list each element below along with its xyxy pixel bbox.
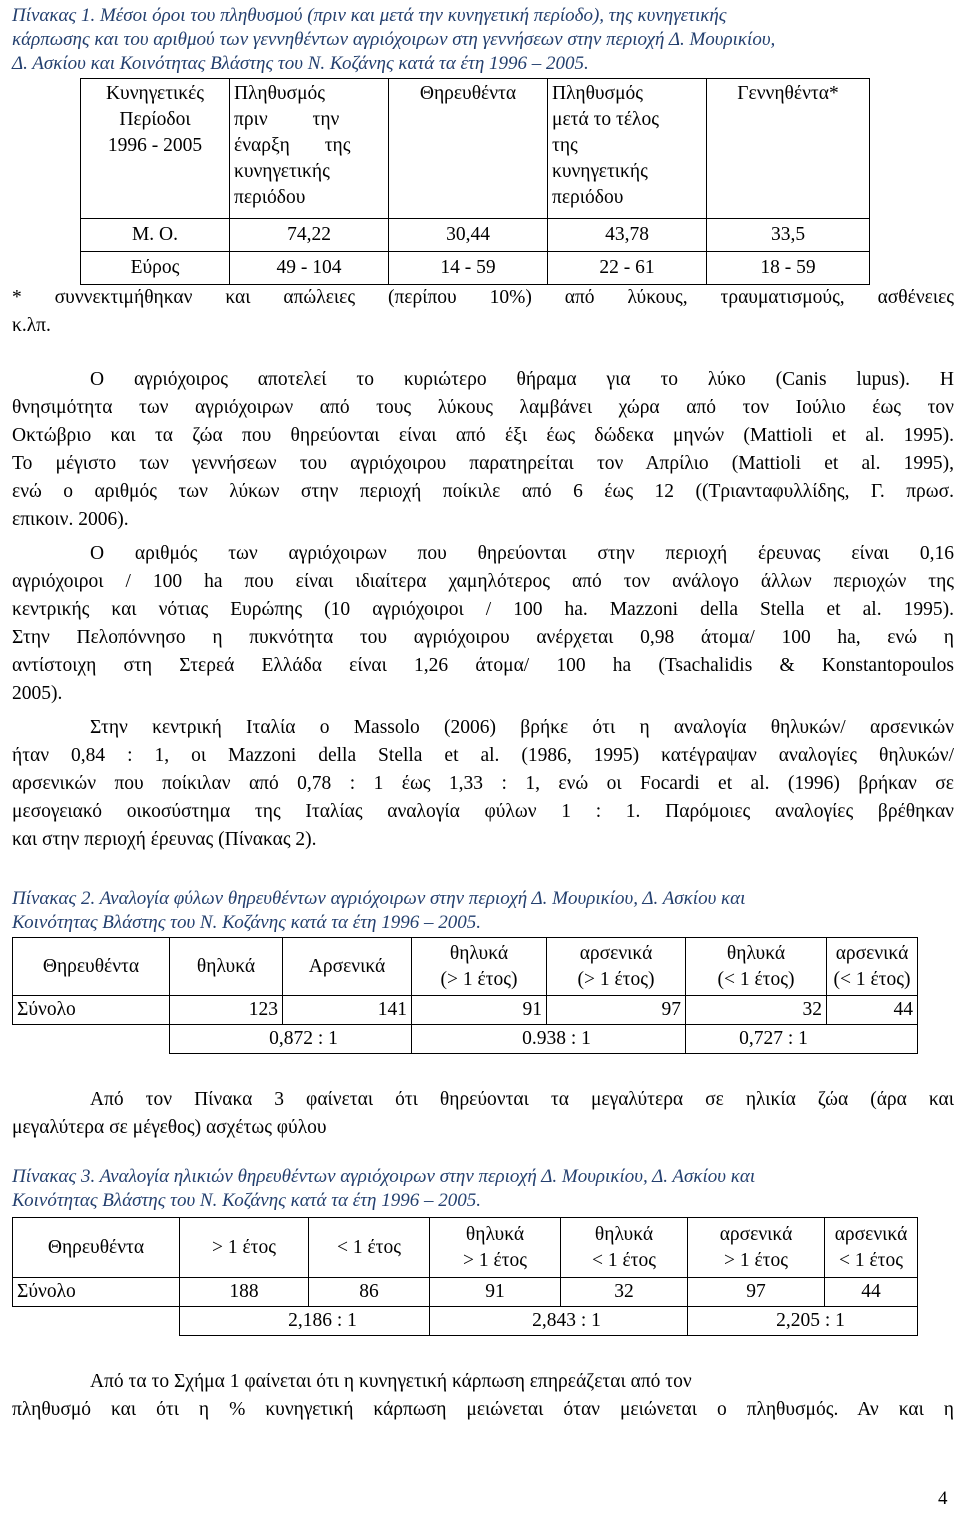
table1-caption [12, 4, 952, 76]
caption-line: Κοινότητας Βλάστης του Ν. Κοζάνης κατά τα έτη 1996 – 2005. [12, 912, 481, 933]
table1-header-cell [230, 79, 389, 219]
header-text: Κυνηγετικές [105, 83, 205, 104]
table3-header-row [13, 1218, 918, 1278]
header-text: θηλυκά [594, 1223, 654, 1245]
text-line: μεγαλύτερα σε μέγεθος) ασχέτως φύλου [12, 1117, 327, 1138]
table-header-cell: Θηρευθέντα [13, 1218, 180, 1278]
text-line: Στην κεντρική Ιταλία ο Massolo (2006) βρήκε ότι η αναλογία θηλυκών/ αρσενικών [90, 717, 954, 738]
table-header-cell [547, 938, 686, 996]
caption-line: Πίνακας 1. Μέσοι όροι του πληθυσμού (πριν και μετά την κυνηγετική περίοδο), της κυνηγετικής [12, 5, 727, 26]
table3-caption [12, 1165, 952, 1213]
table-header-cell [430, 1218, 561, 1278]
text-line: ήταν 0,84 : 1, οι Mazzoni della Stella et al. (1986, 1995) κατέγραψαν αναλογίες θηλυκών/ [12, 745, 954, 766]
header-text: (< 1 έτος) [717, 968, 795, 990]
text-line: 2005). [12, 683, 63, 704]
text-line: και στην περιοχή έρευνας (Πίνακας 2). [12, 829, 317, 850]
header-text: Πληθυσμός [234, 83, 325, 104]
ratio-cell: 2,205 : 1 [688, 1307, 918, 1336]
table-row [13, 1025, 918, 1054]
table-cell: 14 - 59 [389, 252, 548, 285]
table-cell: 32 [561, 1278, 688, 1307]
paragraph-5 [12, 1368, 954, 1424]
header-text: αρσενικά [834, 1223, 908, 1245]
table-cell: 33,5 [707, 219, 870, 252]
table-cell: 188 [180, 1278, 309, 1307]
ratio-cell: 0,727 : 1 [686, 1025, 918, 1054]
table-header-cell [686, 938, 827, 996]
table-cell: 22 - 61 [548, 252, 707, 285]
header-text: < 1 έτος [592, 1249, 656, 1271]
table-cell: 91 [430, 1278, 561, 1307]
ratio-cell: 0,872 : 1 [170, 1025, 412, 1054]
header-text: Περίοδοι [119, 109, 191, 130]
table-cell: 30,44 [389, 219, 548, 252]
header-text: Γεννηθέντα* [737, 83, 839, 104]
header-text: 1996 - 2005 [107, 135, 203, 156]
empty-cell [13, 1307, 180, 1336]
header-text: θηλυκά [449, 942, 509, 964]
caption-line: Πίνακας 3. Αναλογία ηλικιών θηρευθέντων αγριόχοιρων στην περιοχή Δ. Μουρικίου, Δ. Ασκίου και [12, 1166, 756, 1187]
table-cell: 18 - 59 [707, 252, 870, 285]
table1-header-row [81, 79, 870, 219]
table-cell: Μ. Ο. [81, 219, 230, 252]
header-text: (> 1 έτος) [440, 968, 518, 990]
table-header-cell: > 1 έτος [180, 1218, 309, 1278]
header-text: θηλυκά [465, 1223, 525, 1245]
table-header-cell [825, 1218, 918, 1278]
caption-line: Κοινότητας Βλάστης του Ν. Κοζάνης κατά τα έτη 1996 – 2005. [12, 1190, 481, 1211]
ratio-cell: 2,843 : 1 [430, 1307, 688, 1336]
table-header-cell: Αρσενικά [283, 938, 412, 996]
table1 [80, 78, 870, 285]
paragraph-4 [12, 1086, 954, 1142]
paragraph-1 [12, 366, 954, 534]
table-cell: 97 [547, 996, 686, 1025]
table-cell: 123 [170, 996, 283, 1025]
ratio-cell: 0.938 : 1 [412, 1025, 686, 1054]
caption-line: Πίνακας 2. Αναλογία φύλων θηρευθέντων αγριόχοιρων στην περιοχή Δ. Μουρικίου, Δ. Ασκίου και [12, 888, 746, 909]
table-header-cell [688, 1218, 825, 1278]
table-cell: Σύνολο [13, 1278, 180, 1307]
header-text: αρσενικά [719, 1223, 793, 1245]
footnote-line: κ.λπ. [12, 315, 51, 336]
text-line: αγριόχοιροι / 100 ha που είναι ιδιαίτερα χαμηλότερος από τον ανάλογο άλλων περιοχών της [12, 571, 954, 592]
header-text: αρσενικά [835, 942, 909, 964]
header-text: περιόδου [234, 187, 306, 208]
footnote-line: * συννεκτιμήθηκαν και απώλειες (περίπου 10%) από λύκους, τραυματισμούς, ασθένειες [12, 287, 954, 308]
header-text: Θηρευθέντα [419, 83, 517, 104]
table-cell: 44 [827, 996, 918, 1025]
table2 [12, 937, 918, 1054]
text-line: Το μέγιστο των γεννήσεων του αγριόχοιρου παρατηρείται τον Απρίλιο (Mattioli et al. 1995), [12, 453, 954, 474]
table-cell: 86 [309, 1278, 430, 1307]
table1-header-cell [707, 79, 870, 219]
table-cell: Σύνολο [13, 996, 170, 1025]
header-text: πριν την [234, 109, 340, 130]
table-header-cell [412, 938, 547, 996]
table-header-cell [827, 938, 918, 996]
text-line: θνησιμότητα των αγριόχοιρων από τους λύκους λαμβάνει χώρα από τον Ιούλιο έως τον [12, 397, 954, 418]
text-line: επικοιν. 2006). [12, 509, 129, 530]
table-row [81, 252, 870, 285]
text-line: μεσογειακό οικοσύστημα της Ιταλίας αναλογία φύλων 1 : 1. Παρόμοιες αναλογίες βρέθηκαν [12, 801, 954, 822]
table-cell: 141 [283, 996, 412, 1025]
text-line: πληθυσμό και ότι η % κυνηγετική κάρπωση μειώνεται όταν μειώνεται ο πληθυσμός. Αν και η [12, 1399, 954, 1420]
text-line: αρσενικών που ποίκιλαν από 0,78 : 1 έως 1,33 : 1, ενώ οι Focardi et al. (1996) βρήκαν σε [12, 773, 954, 794]
caption-line: κάρπωσης και του αριθμού των γεννηθέντων αγριόχοιρων στη γεννήσεων στην περιοχή Δ. Μουρικίου, [12, 29, 776, 50]
table1-header-cell [81, 79, 230, 219]
header-text: Πληθυσμός [552, 83, 643, 104]
header-text: κυνηγετικής [552, 161, 648, 182]
text-line: κεντρικής και νότιας Ευρώπης (10 αγριόχοιροι / 100 ha. Mazzoni della Stella et al. 1995). [12, 599, 954, 620]
header-text: της [552, 135, 578, 156]
table-cell: 32 [686, 996, 827, 1025]
table-cell: 44 [825, 1278, 918, 1307]
header-text: (< 1 έτος) [833, 968, 911, 990]
table1-footnote [12, 284, 954, 340]
table1-header-cell [548, 79, 707, 219]
page-number: 4 [938, 1488, 948, 1509]
table-row [13, 1278, 918, 1307]
paragraph-2 [12, 540, 954, 708]
table-row [81, 219, 870, 252]
table-cell: 43,78 [548, 219, 707, 252]
text-line: Ο αριθμός των αγριόχοιρων που θηρεύονται στην περιοχή έρευνας είναι 0,16 [90, 543, 954, 564]
header-text: κυνηγετικής [234, 161, 330, 182]
table-row [13, 1307, 918, 1336]
table2-header-row [13, 938, 918, 996]
table-row [13, 996, 918, 1025]
table-cell: 49 - 104 [230, 252, 389, 285]
ratio-cell: 2,186 : 1 [180, 1307, 430, 1336]
table3 [12, 1217, 918, 1336]
table-cell: 74,22 [230, 219, 389, 252]
empty-cell [13, 1025, 170, 1054]
paragraph-3 [12, 714, 954, 854]
table2-caption [12, 887, 952, 935]
table-cell: Εύρος [81, 252, 230, 285]
text-line: Οκτώβριο και τα ζώα που θηρεύονται είναι από έξι έως δώδεκα μηνών (Mattioli et al. 1995). [12, 425, 954, 446]
header-text: μετά το τέλος [552, 109, 659, 130]
header-text: > 1 έτος [724, 1249, 788, 1271]
header-text: περιόδου [552, 187, 624, 208]
text-line: Από τα το Σχήμα 1 φαίνεται ότι η κυνηγετική κάρπωση επηρεάζεται από τον [90, 1371, 692, 1392]
text-line: ενώ ο αριθμός των λύκων στην περιοχή ποίκιλε από 6 έως 12 ((Τριανταφυλλίδης, Γ. πρωσ. [12, 481, 954, 502]
header-text: θηλυκά [726, 942, 786, 964]
table-header-cell: < 1 έτος [309, 1218, 430, 1278]
table-cell: 97 [688, 1278, 825, 1307]
table-cell: 91 [412, 996, 547, 1025]
caption-line: Δ. Ασκίου και Κοινότητας Βλάστης του Ν. Κοζάνης κατά τα έτη 1996 – 2005. [12, 53, 589, 74]
header-text: > 1 έτος [463, 1249, 527, 1271]
text-line: Από τον Πίνακα 3 φαίνεται ότι θηρεύονται τα μεγαλύτερα σε ηλικία ζώα (άρα και [90, 1089, 954, 1110]
table-header-cell: θηλυκά [170, 938, 283, 996]
table1-header-cell [389, 79, 548, 219]
header-text: < 1 έτος [839, 1249, 903, 1271]
header-text: (> 1 έτος) [577, 968, 655, 990]
table-header-cell: Θηρευθέντα [13, 938, 170, 996]
header-text: αρσενικά [579, 942, 653, 964]
table-header-cell [561, 1218, 688, 1278]
text-line: αντίστοιχη στη Στερεά Ελλάδα είναι 1,26 άτομα/ 100 ha (Tsachalidis & Konstantopoulos [12, 655, 954, 676]
header-text: έναρξη της [234, 135, 351, 156]
text-line: Ο αγριόχοιρος αποτελεί το κυριώτερο θήραμα για το λύκο (Canis lupus). Η [90, 369, 954, 390]
text-line: Στην Πελοπόννησο η πυκνότητα του αγριόχοιρου ανέρχεται 0,98 άτομα/ 100 ha, ενώ η [12, 627, 954, 648]
